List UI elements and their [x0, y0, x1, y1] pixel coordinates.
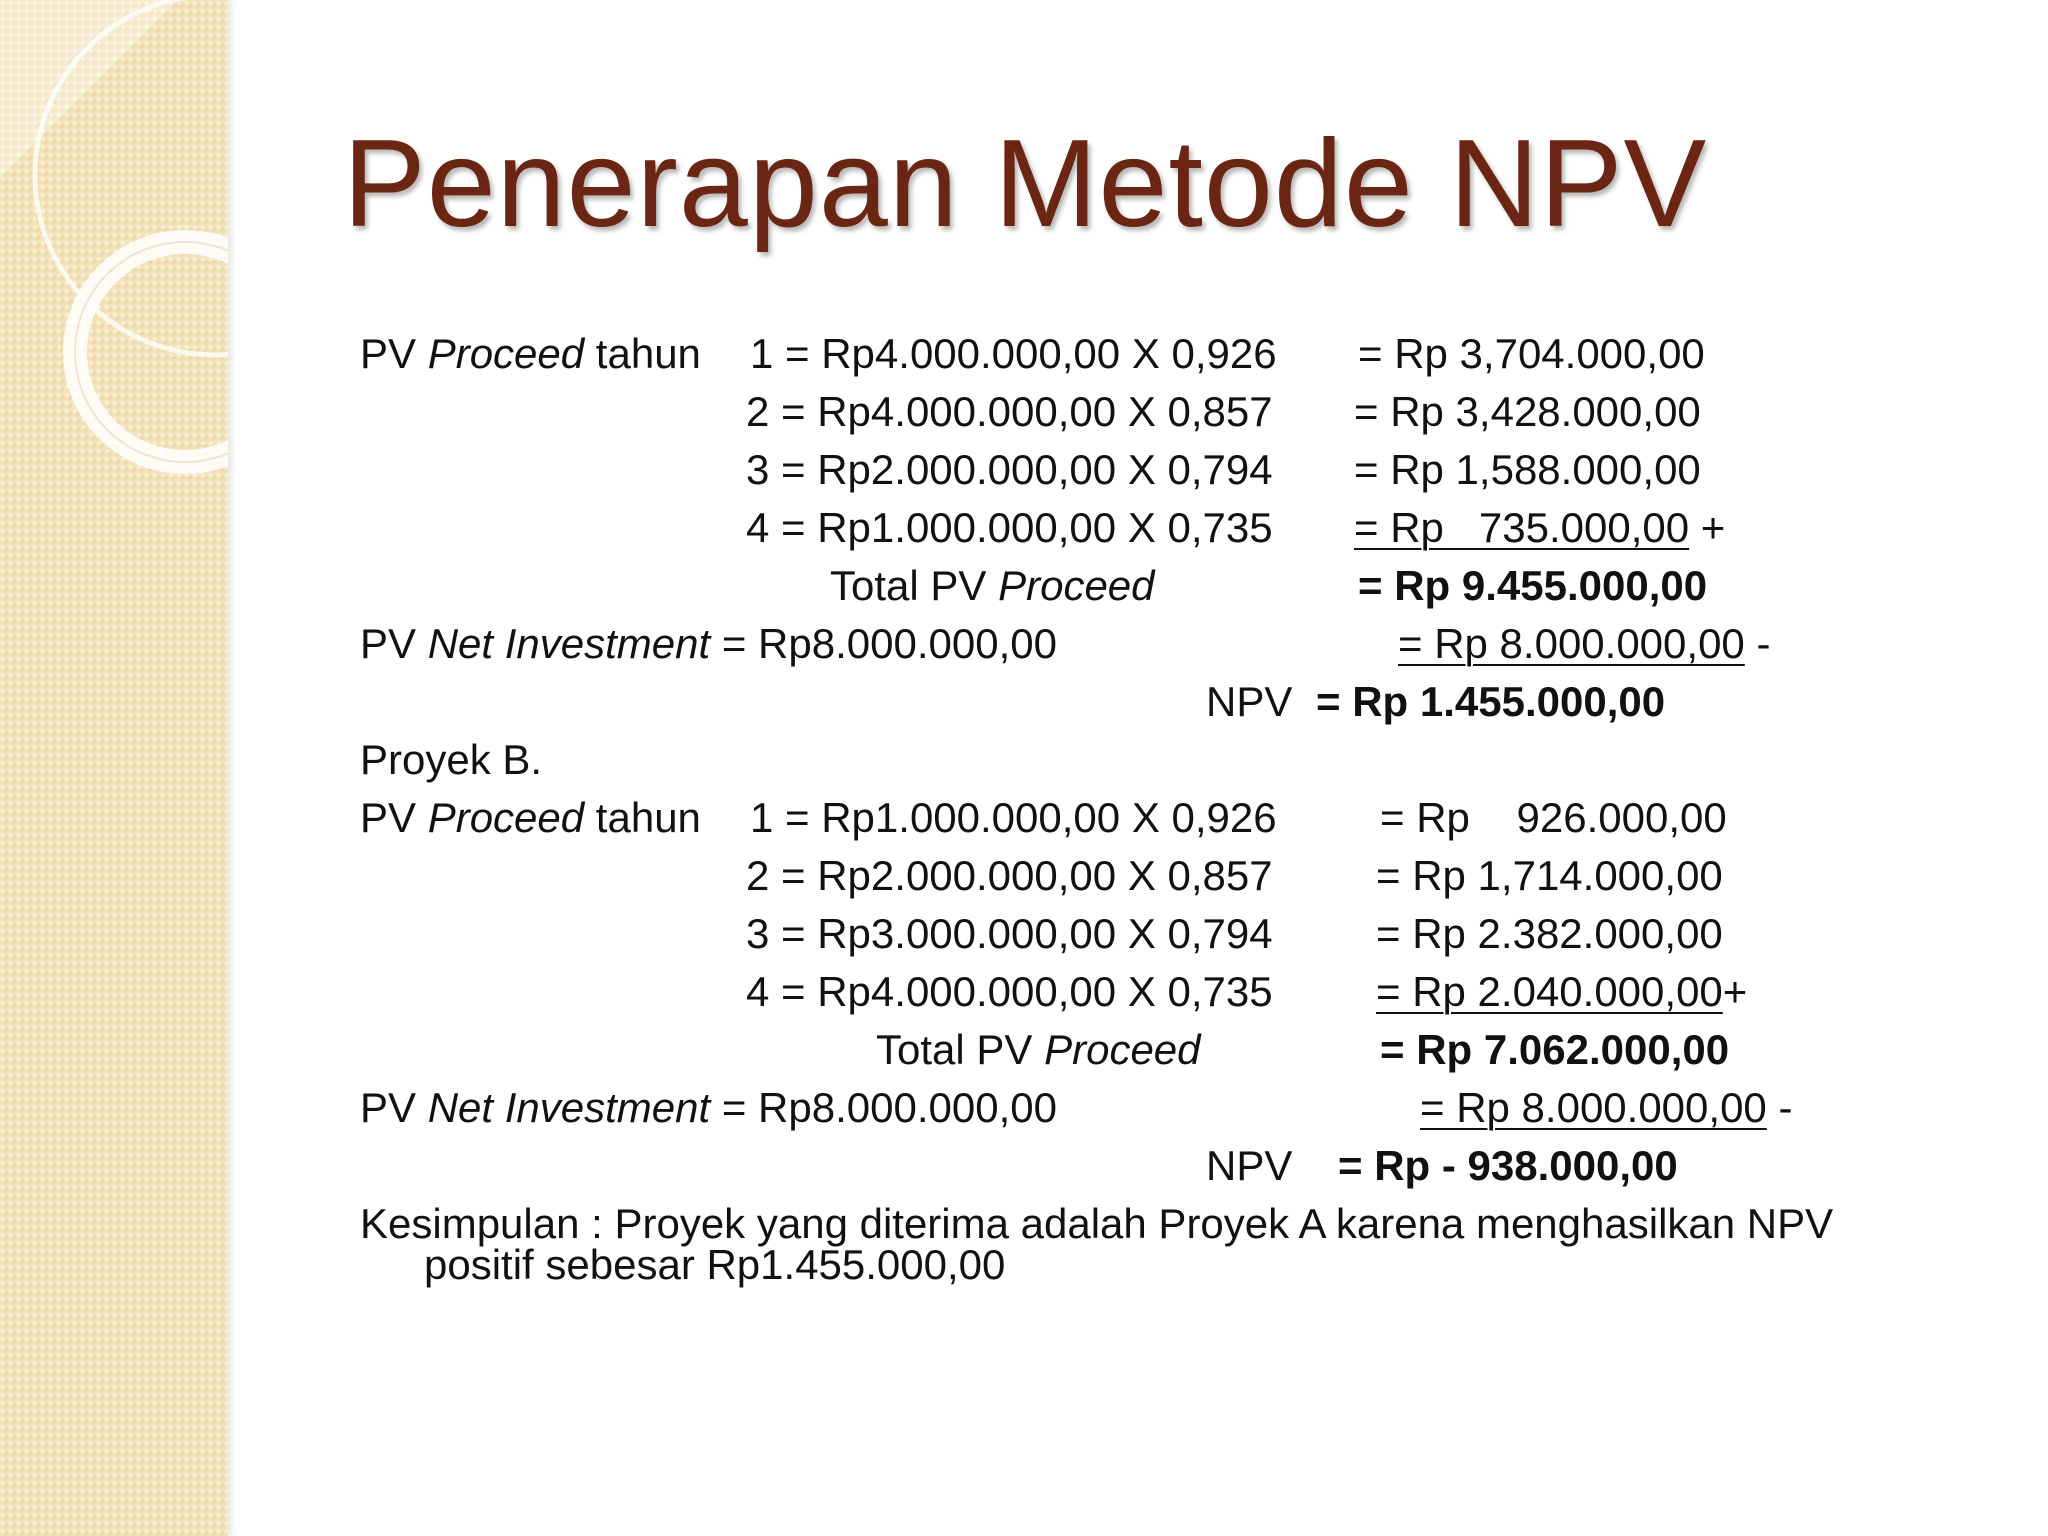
- project-b-total-prefix: Total PV: [876, 1026, 1045, 1073]
- project-b-ni-result: [1420, 1084, 1793, 1131]
- project-a-ni-italic: Net Investment: [427, 620, 711, 667]
- slide-title: Penerapan Metode NPV: [343, 115, 1708, 253]
- conclusion-line-2: positif sebesar Rp1.455.000,00: [424, 1241, 1006, 1288]
- project-b-row-3-calc: 3 = Rp3.000.000,00 X 0,794: [746, 910, 1273, 957]
- project-b-pv-label: [360, 794, 701, 841]
- project-b-pv-label-prefix: PV: [360, 794, 428, 841]
- project-a-row-3-result: = Rp 1,588.000,00: [1354, 446, 1701, 493]
- project-a-row-4-result: [1354, 504, 1726, 551]
- project-b-ni-calc: = Rp8.000.000,00: [710, 1084, 1057, 1131]
- decorative-ring-small: [75, 242, 228, 462]
- project-a-row-4-operator: +: [1689, 504, 1726, 551]
- conclusion-line-1: Kesimpulan : Proyek yang diterima adalah Proyek A karena menghasilkan NPV: [360, 1200, 1834, 1247]
- project-b-row-1-calc: 1 = Rp1.000.000,00 X 0,926: [750, 794, 1277, 841]
- project-b-row-4-calc: 4 = Rp4.000.000,00 X 0,735: [746, 968, 1273, 1015]
- project-b-total-label: [876, 1026, 1201, 1073]
- project-b-ni-prefix: PV: [360, 1084, 428, 1131]
- project-b-row-3-result: = Rp 2.382.000,00: [1376, 910, 1723, 957]
- project-b-ni-value: = Rp 8.000.000,00: [1420, 1084, 1767, 1131]
- project-b-heading: Proyek B.: [360, 736, 543, 783]
- corner-highlight: [0, 0, 178, 178]
- project-b-net-investment: [360, 1084, 1057, 1131]
- project-b-total-italic: Proceed: [1044, 1026, 1201, 1073]
- project-a-ni-prefix: PV: [360, 620, 428, 667]
- project-a-total-prefix: Total PV: [830, 562, 999, 609]
- project-b-row-4-value: = Rp 2.040.000,00: [1376, 968, 1723, 1015]
- project-b-row-4-operator: +: [1722, 968, 1748, 1015]
- project-a-row-4-calc: 4 = Rp1.000.000,00 X 0,735: [746, 504, 1273, 551]
- project-a-row-2-calc: 2 = Rp4.000.000,00 X 0,857: [746, 388, 1273, 435]
- project-a-pv-label-suffix: tahun: [584, 330, 701, 377]
- project-b-row-2-result: = Rp 1,714.000,00: [1376, 852, 1723, 899]
- project-b-row-1-result: = Rp 926.000,00: [1380, 794, 1727, 841]
- project-b-ni-italic: Net Investment: [427, 1084, 711, 1131]
- project-a-total-value: = Rp 9.455.000,00: [1358, 562, 1708, 609]
- project-a-total-italic: Proceed: [998, 562, 1155, 609]
- project-b-ni-operator: -: [1766, 1084, 1793, 1131]
- project-a-ni-result: [1398, 620, 1771, 667]
- project-a-ni-operator: -: [1744, 620, 1771, 667]
- decorative-rings: [0, 0, 228, 1536]
- project-a-npv-label: NPV: [1206, 678, 1293, 725]
- project-a-ni-value: = Rp 8.000.000,00: [1398, 620, 1745, 667]
- project-a-row-2-result: = Rp 3,428.000,00: [1354, 388, 1701, 435]
- decorative-sidebar: [0, 0, 228, 1536]
- project-a-pv-label-italic: Proceed: [427, 330, 585, 377]
- project-a-ni-calc: = Rp8.000.000,00: [710, 620, 1057, 667]
- project-b-npv-value: = Rp - 938.000,00: [1338, 1142, 1678, 1189]
- project-a-npv-value: = Rp 1.455.000,00: [1316, 678, 1666, 725]
- project-a-row-3-calc: 3 = Rp2.000.000,00 X 0,794: [746, 446, 1273, 493]
- project-a-total-label: [830, 562, 1155, 609]
- project-a-row-4-value: = Rp 735.000,00: [1354, 504, 1690, 551]
- project-b-pv-label-italic: Proceed: [427, 794, 585, 841]
- project-a-row-1-calc: 1 = Rp4.000.000,00 X 0,926: [750, 330, 1277, 377]
- project-a-pv-label: [360, 330, 701, 377]
- project-a-net-investment: [360, 620, 1057, 667]
- project-a-pv-label-prefix: PV: [360, 330, 428, 377]
- project-b-npv-label: NPV: [1206, 1142, 1293, 1189]
- project-a-row-1-result: = Rp 3,704.000,00: [1358, 330, 1705, 377]
- project-b-total-value: = Rp 7.062.000,00: [1380, 1026, 1730, 1073]
- project-b-row-4-result: [1376, 968, 1748, 1015]
- project-b-row-2-calc: 2 = Rp2.000.000,00 X 0,857: [746, 852, 1273, 899]
- project-b-pv-label-suffix: tahun: [584, 794, 701, 841]
